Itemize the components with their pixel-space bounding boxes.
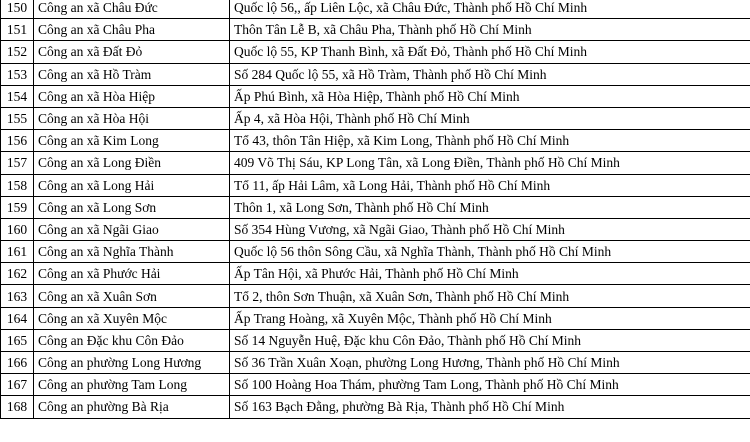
station-name-cell: Công an xã Kim Long [34, 130, 230, 152]
table-row [1, 285, 750, 307]
row-number-cell: 160 [1, 218, 34, 240]
table-row [1, 218, 750, 240]
row-number-cell: 166 [1, 352, 34, 374]
station-address-cell: Số 354 Hùng Vương, xã Ngãi Giao, Thành phố Hồ Chí Minh [230, 218, 750, 240]
row-number-cell: 164 [1, 307, 34, 329]
station-name-cell: Công an xã Hòa Hội [34, 107, 230, 129]
table-row [1, 329, 750, 351]
station-name-cell: Công an xã Đất Đỏ [34, 41, 230, 63]
table-row [1, 152, 750, 174]
station-name-cell: Công an xã Hồ Tràm [34, 63, 230, 85]
station-address-cell: Thôn Tân Lễ B, xã Châu Pha, Thành phố Hồ Chí Minh [230, 19, 750, 41]
table-row [1, 0, 750, 19]
row-number-cell: 165 [1, 329, 34, 351]
table-row [1, 307, 750, 329]
station-address-cell: Số 36 Trần Xuân Xoạn, phường Long Hương, Thành phố Hồ Chí Minh [230, 352, 750, 374]
station-name-cell: Công an xã Xuyên Mộc [34, 307, 230, 329]
table-row [1, 19, 750, 41]
table-body [1, 0, 750, 418]
station-name-cell: Công an xã Xuân Sơn [34, 285, 230, 307]
station-address-cell: Ấp Trang Hoàng, xã Xuyên Mộc, Thành phố Hồ Chí Minh [230, 307, 750, 329]
table-row [1, 241, 750, 263]
station-address-cell: Ấp 4, xã Hòa Hội, Thành phố Hồ Chí Minh [230, 107, 750, 129]
station-name-cell: Công an xã Hòa Hiệp [34, 85, 230, 107]
table-row [1, 41, 750, 63]
table-row [1, 174, 750, 196]
station-address-cell: Quốc lộ 56 thôn Sông Cầu, xã Nghĩa Thành, Thành phố Hồ Chí Minh [230, 241, 750, 263]
station-address-cell: Thôn 1, xã Long Sơn, Thành phố Hồ Chí Minh [230, 196, 750, 218]
row-number-cell: 168 [1, 396, 34, 418]
table-row [1, 196, 750, 218]
station-name-cell: Công an phường Tam Long [34, 374, 230, 396]
row-number-cell: 162 [1, 263, 34, 285]
table-row [1, 263, 750, 285]
station-address-cell: Số 284 Quốc lộ 55, xã Hồ Tràm, Thành phố Hồ Chí Minh [230, 63, 750, 85]
row-number-cell: 161 [1, 241, 34, 263]
station-address-cell: Số 100 Hoàng Hoa Thám, phường Tam Long, Thành phố Hồ Chí Minh [230, 374, 750, 396]
row-number-cell: 159 [1, 196, 34, 218]
station-address-cell: Quốc lộ 55, KP Thanh Bình, xã Đất Đỏ, Thành phố Hồ Chí Minh [230, 41, 750, 63]
table-row [1, 352, 750, 374]
table-row [1, 374, 750, 396]
station-name-cell: Công an xã Châu Đức [34, 0, 230, 19]
station-name-cell: Công an xã Châu Pha [34, 19, 230, 41]
station-address-cell: Tổ 2, thôn Sơn Thuận, xã Xuân Sơn, Thành phố Hồ Chí Minh [230, 285, 750, 307]
table-row [1, 63, 750, 85]
station-name-cell: Công an xã Long Điền [34, 152, 230, 174]
station-name-cell: Công an xã Long Sơn [34, 196, 230, 218]
station-address-cell: Ấp Tân Hội, xã Phước Hải, Thành phố Hồ Chí Minh [230, 263, 750, 285]
table-row [1, 130, 750, 152]
row-number-cell: 152 [1, 41, 34, 63]
station-name-cell: Công an xã Phước Hải [34, 263, 230, 285]
row-number-cell: 163 [1, 285, 34, 307]
row-number-cell: 158 [1, 174, 34, 196]
station-address-cell: Quốc lộ 56,, ấp Liên Lộc, xã Châu Đức, Thành phố Hồ Chí Minh [230, 0, 750, 19]
station-address-cell: Số 163 Bạch Đằng, phường Bà Rịa, Thành phố Hồ Chí Minh [230, 396, 750, 418]
row-number-cell: 156 [1, 130, 34, 152]
table-row [1, 85, 750, 107]
row-number-cell: 167 [1, 374, 34, 396]
station-name-cell: Công an xã Nghĩa Thành [34, 241, 230, 263]
row-number-cell: 157 [1, 152, 34, 174]
station-name-cell: Công an phường Long Hương [34, 352, 230, 374]
row-number-cell: 151 [1, 19, 34, 41]
station-name-cell: Công an xã Ngãi Giao [34, 218, 230, 240]
row-number-cell: 153 [1, 63, 34, 85]
table-row [1, 396, 750, 418]
station-address-cell: Tổ 11, ấp Hải Lâm, xã Long Hải, Thành phố Hồ Chí Minh [230, 174, 750, 196]
table-row [1, 107, 750, 129]
row-number-cell: 155 [1, 107, 34, 129]
row-number-cell: 150 [1, 0, 34, 19]
row-number-cell: 154 [1, 85, 34, 107]
station-address-cell: Tổ 43, thôn Tân Hiệp, xã Kim Long, Thành phố Hồ Chí Minh [230, 130, 750, 152]
station-address-cell: Số 14 Nguyễn Huệ, Đặc khu Côn Đảo, Thành phố Hồ Chí Minh [230, 329, 750, 351]
station-name-cell: Công an xã Long Hải [34, 174, 230, 196]
station-address-cell: Ấp Phú Bình, xã Hòa Hiệp, Thành phố Hồ Chí Minh [230, 85, 750, 107]
station-name-cell: Công an Đặc khu Côn Đảo [34, 329, 230, 351]
station-name-cell: Công an phường Bà Rịa [34, 396, 230, 418]
station-address-cell: 409 Võ Thị Sáu, KP Long Tân, xã Long Điền, Thành phố Hồ Chí Minh [230, 152, 750, 174]
